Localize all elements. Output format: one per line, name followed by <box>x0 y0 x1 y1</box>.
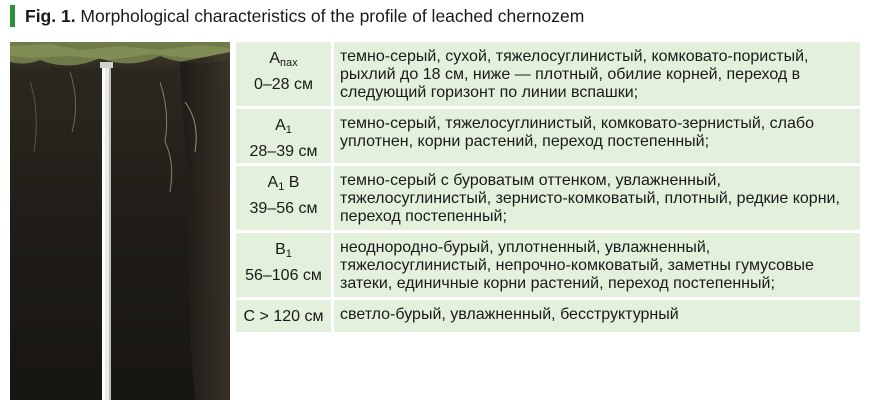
caption-title: Morphological characteristics of the profile of leached chernozem <box>75 5 585 26</box>
horizon-row <box>236 109 860 163</box>
horizon-depth: 56–106 см <box>245 267 322 284</box>
horizon-label <box>236 109 334 163</box>
horizon-depth: 0–28 см <box>253 76 314 93</box>
horizon-row <box>236 233 860 297</box>
horizon-name: C > 120 см <box>243 308 324 325</box>
horizon-subscript: пах <box>280 57 298 69</box>
horizon-row <box>236 42 860 106</box>
horizon-description: темно-серый, тяжелосуглинистый, комковато-зернистый, слабо уплотнен, корни растений, переход постепенный; <box>340 115 814 150</box>
horizon-suffix: B <box>284 174 300 191</box>
caption-text <box>25 6 584 27</box>
horizon-name: B <box>275 241 286 258</box>
horizon-description: темно-серый, сухой, тяжелосуглинистый, комковато-пористый, рыхлий до 18 см, ниже — плотный, обилие корней, переход в следующий горизонт по линии вспашки; <box>340 48 809 101</box>
horizon-name: A <box>267 174 279 191</box>
horizon-row <box>236 166 860 230</box>
horizon-name: A <box>269 50 281 67</box>
horizon-description: светло-бурый, увлажненный, бесструктурный <box>340 306 679 323</box>
horizon-row <box>236 300 860 332</box>
soil-profile-photo <box>10 42 230 400</box>
horizon-subscript: 1 <box>285 248 292 260</box>
soil-profile-image <box>10 42 230 400</box>
horizon-subscript: 1 <box>278 181 285 193</box>
horizon-depth: 28–39 см <box>249 143 318 160</box>
horizon-label <box>236 233 334 297</box>
caption-accent-bar <box>10 5 15 27</box>
horizon-label <box>236 300 334 332</box>
horizon-name: A <box>275 117 286 134</box>
horizon-description: темно-серый с буроватым оттенком, увлажненный, тяжелосуглинистый, зернисто-комковатый, плотный, редкие корни, переход постепенный; <box>340 172 840 225</box>
horizon-label <box>236 42 334 106</box>
horizon-description: неоднородно-бурый, уплотненный, увлажненный, тяжелосуглинистый, непрочно-комковатый, заметны гумусовые затеки, единичные корни растений, переход постепенный; <box>340 239 814 292</box>
horizon-depth: 39–56 см <box>249 200 318 217</box>
horizon-label <box>236 166 334 230</box>
horizon-table <box>236 42 860 335</box>
figure-caption <box>0 2 870 30</box>
horizon-subscript: 1 <box>285 124 292 136</box>
caption-label: Fig. 1. <box>25 5 76 26</box>
